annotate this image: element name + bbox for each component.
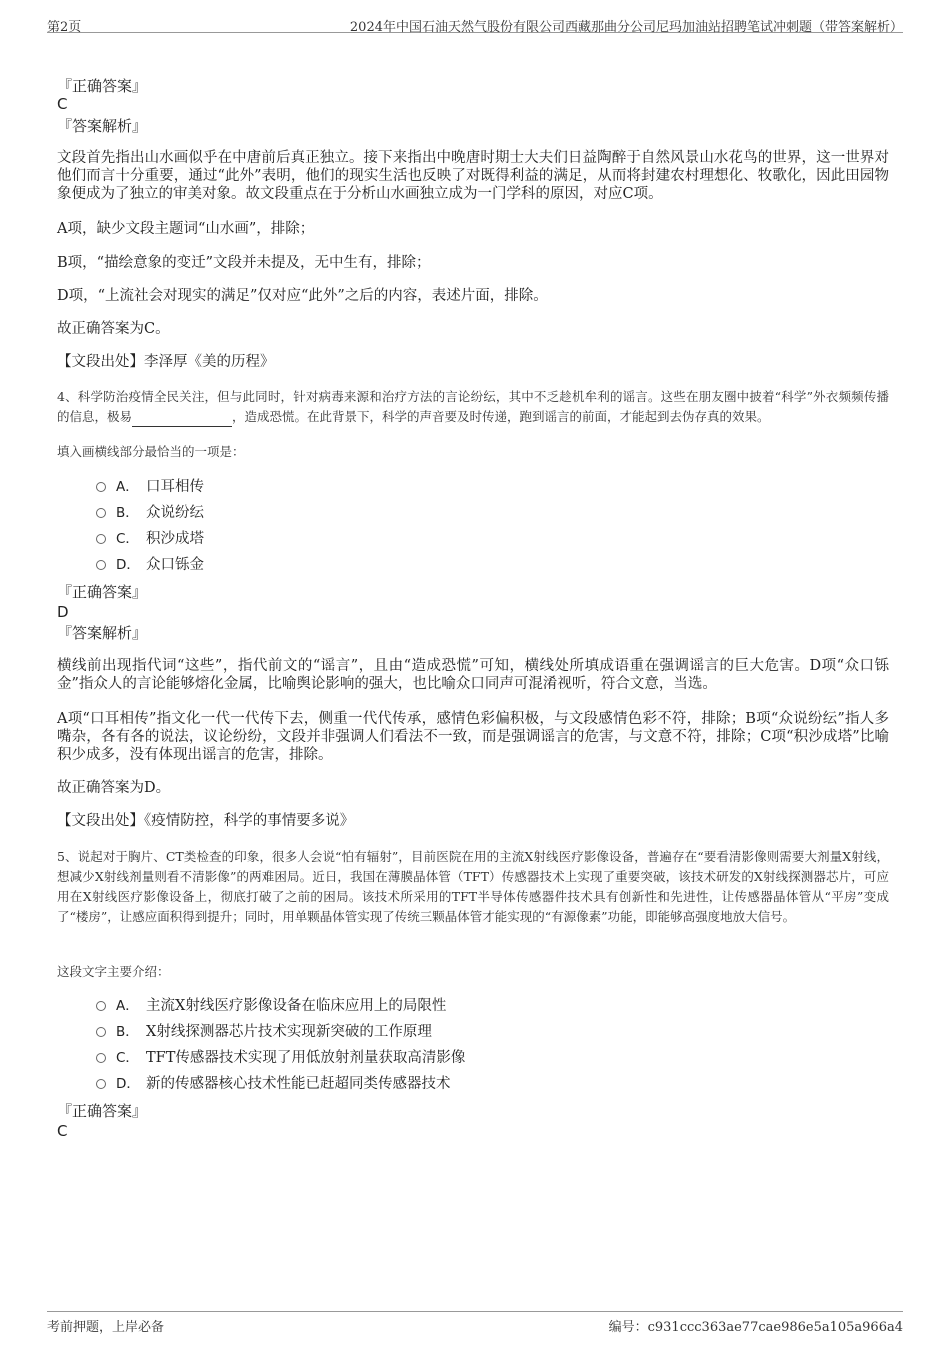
answer-value: C bbox=[57, 95, 68, 113]
analysis-paragraph: 文段首先指出山水画似乎在中唐前后真正独立。接下来指出中晚唐时期士大夫们日益陶醉于自然风景山水花鸟的世界，这一世界对他们而言十分重要，通过“此外”表明，他们的现实生活也反映了对既得利益的满足，从而将封建农村理想化、牧歌化，因此田园物象便成为了独立的审美对象。故文段重点在于分析山水画独立成为一门学科的原因，对应C项。 bbox=[57, 150, 889, 202]
option-a[interactable]: A． 口耳相传 bbox=[96, 478, 204, 496]
analysis-label: 『答案解析』 bbox=[57, 624, 148, 642]
question-text: 5、说起对于胸片、CT类检查的印象，很多人会说“怕有辐射”，目前医院在用的主流X射线医疗影像设备，普遍存在“要看清影像则需要大剂量X射线，想减少X射线剂量则看不清影像”的两难困局。近日，我国在薄膜晶体管（TFT）传感器技术上实现了重要突破，该技术研发的X射线探测器芯片，可应用在X射线医疗影像设备上，彻底打破了之前的困局。该技术所采用的TFT半导体传感器件技术具有创新性和先进性，让传感器晶体管从“平房”变成了“楼房”，让感应面积得到提升；同时，用单颗晶体管实现了传统三颗晶体管才能实现的“有源像素”功能，即能够高强度地放大信号。 bbox=[57, 849, 889, 924]
source-citation: 【文段出处】《疫情防控，科学的事情要多说》 bbox=[57, 813, 355, 829]
source-citation: 【文段出处】李泽厚《美的历程》 bbox=[57, 354, 275, 370]
page-number: 第2页 bbox=[47, 20, 82, 35]
radio-icon[interactable] bbox=[96, 482, 106, 492]
answer-value: C bbox=[57, 1122, 68, 1140]
document-title: 2024年中国石油天然气股份有限公司西藏那曲分公司尼玛加油站招聘笔试冲刺题（带答案解析） bbox=[349, 20, 903, 35]
document-id: 编号：c931ccc363ae77cae986e5a105a966a4 bbox=[608, 1320, 903, 1335]
page-header bbox=[47, 14, 903, 33]
question-prompt: 填入画横线部分最恰当的一项是： bbox=[57, 444, 245, 459]
radio-icon[interactable] bbox=[96, 1079, 106, 1089]
option-b[interactable]: B． 众说纷纭 bbox=[96, 504, 204, 522]
question-prompt: 这段文字主要介绍： bbox=[57, 964, 170, 979]
analysis-paragraph: A项，缺少文段主题词“山水画”，排除； bbox=[57, 221, 315, 237]
option-d[interactable]: D． 众口铄金 bbox=[96, 556, 204, 574]
question-text-before: 4、科学防治疫情全民关注，但与此同时，针对病毒来源和治疗方法的言论纷纭，其中不乏趁机牟利的谣言。这些在朋友圈中披着“科学”外衣频频传播的信息，极易 bbox=[57, 389, 889, 424]
option-c[interactable]: C． 积沙成塔 bbox=[96, 530, 204, 548]
answer-label: 『正确答案』 bbox=[57, 583, 148, 601]
analysis-paragraph: B项，“描绘意象的变迁”文段并未提及，无中生有，排除； bbox=[57, 255, 431, 271]
footer-slogan: 考前押题，上岸必备 bbox=[47, 1320, 165, 1335]
option-c[interactable]: C． TFT传感器技术实现了用低放射剂量获取高清影像 bbox=[96, 1049, 465, 1067]
page-footer bbox=[47, 1311, 903, 1334]
radio-icon[interactable] bbox=[96, 1027, 106, 1037]
answer-label: 『正确答案』 bbox=[57, 77, 148, 95]
question-text bbox=[57, 387, 889, 427]
radio-icon[interactable] bbox=[96, 534, 106, 544]
analysis-paragraph: 横线前出现指代词“这些”，指代前文的“谣言”，且由“造成恐慌”可知，横线处所填成语重在强调谣言的巨大危害。D项“众口铄金”指众人的言论能够熔化金属，比喻舆论影响的强大，也比喻众口同声可混淆视听，符合文意，当选。 bbox=[57, 658, 889, 692]
question-text-after: ，造成恐慌。在此背景下，科学的声音要及时传递，跑到谣言的前面，才能起到去伪存真的效果。 bbox=[232, 409, 770, 424]
option-d[interactable]: D． 新的传感器核心技术性能已赶超同类传感器技术 bbox=[96, 1075, 451, 1093]
analysis-label: 『答案解析』 bbox=[57, 117, 148, 135]
radio-icon[interactable] bbox=[96, 560, 106, 570]
analysis-paragraph: A项“口耳相传”指文化一代一代传下去，侧重一代代传承，感情色彩偏积极，与文段感情色彩不符，排除；B项“众说纷纭”指人多嘴杂，各有各的说法，议论纷纷，文段并非强调人们看法不一致，而是强调谣言的危害，与文意不符，排除；C项“积沙成塔”比喻积少成多，没有体现出谣言的危害，排除。 bbox=[57, 711, 889, 763]
analysis-paragraph: 故正确答案为C。 bbox=[57, 321, 170, 337]
radio-icon[interactable] bbox=[96, 1053, 106, 1063]
fill-blank bbox=[132, 412, 232, 427]
option-a[interactable]: A． 主流X射线医疗影像设备在临床应用上的局限性 bbox=[96, 997, 446, 1015]
radio-icon[interactable] bbox=[96, 508, 106, 518]
answer-label: 『正确答案』 bbox=[57, 1102, 148, 1120]
analysis-paragraph: D项，“上流社会对现实的满足”仅对应“此外”之后的内容，表述片面，排除。 bbox=[57, 288, 548, 304]
option-b[interactable]: B． X射线探测器芯片技术实现新突破的工作原理 bbox=[96, 1023, 432, 1041]
analysis-paragraph: 故正确答案为D。 bbox=[57, 780, 171, 796]
radio-icon[interactable] bbox=[96, 1001, 106, 1011]
answer-value: D bbox=[57, 603, 69, 621]
